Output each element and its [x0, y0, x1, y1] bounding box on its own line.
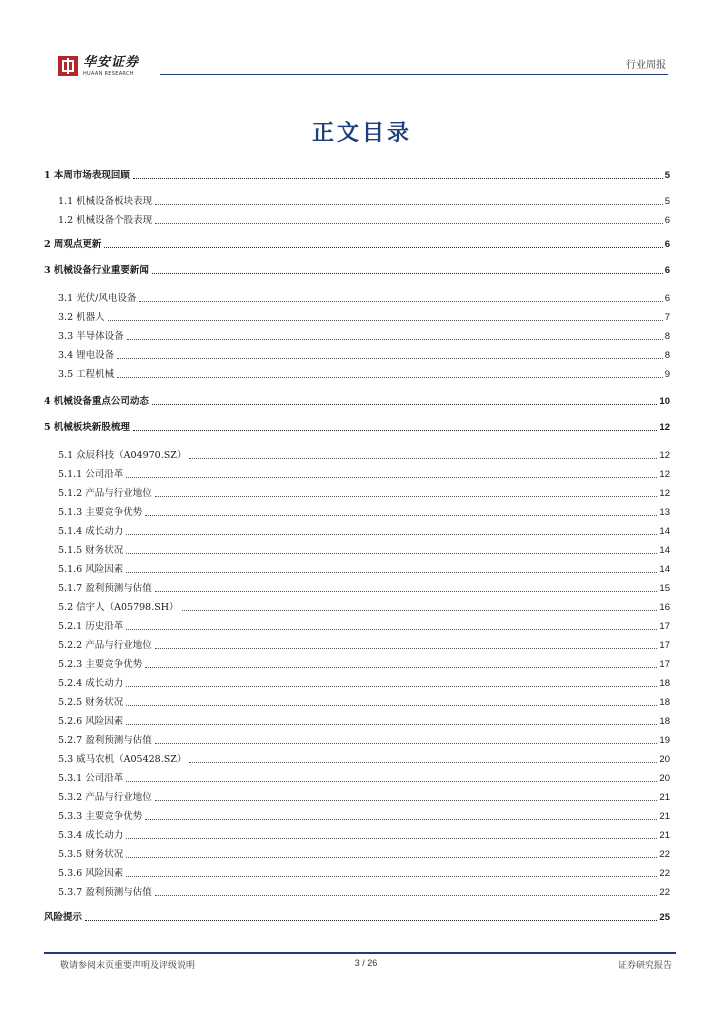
toc-entry-page: 17	[659, 640, 670, 651]
toc-entry-label: 1.1 机械设备板块表现	[58, 196, 153, 207]
toc-entry-page: 17	[659, 659, 670, 670]
toc-leader-dots	[155, 591, 658, 592]
toc-entry[interactable]	[58, 482, 670, 500]
toc-entry-label: 5.2.2 产品与行业地位	[58, 640, 152, 651]
toc-entry-page: 12	[659, 422, 670, 433]
toc-entry[interactable]	[58, 748, 670, 766]
toc-entry-page: 25	[659, 912, 670, 923]
toc-entry-page: 18	[659, 716, 670, 727]
toc-leader-dots	[145, 667, 657, 668]
toc-entry-page: 7	[664, 312, 670, 323]
toc-entry-page: 5	[664, 196, 670, 207]
toc-entry-page: 12	[659, 450, 670, 461]
toc-entry-page: 14	[659, 526, 670, 537]
toc-entry[interactable]	[58, 363, 670, 381]
toc-entry[interactable]	[58, 558, 670, 576]
toc-leader-dots	[155, 223, 663, 224]
toc-entry-page: 10	[659, 396, 670, 407]
toc-entry-label: 5.3.6 风险因素	[58, 868, 124, 879]
toc-entry-page: 19	[659, 735, 670, 746]
toc-entry-page: 14	[659, 545, 670, 556]
footer-disclaimer: 敬请参阅末页重要声明及评级说明	[60, 961, 196, 971]
footer-report-label: 证券研究报告	[617, 961, 672, 971]
toc-entry-label: 5.3.2 产品与行业地位	[58, 792, 152, 803]
toc-leader-dots	[155, 743, 658, 744]
toc-entry-label: 5.3.1 公司沿革	[58, 773, 124, 784]
toc-entry-label: 5.3.5 财务状况	[58, 849, 124, 860]
page-header	[0, 0, 724, 90]
toc-leader-dots	[126, 781, 657, 782]
toc-entry[interactable]	[44, 259, 670, 277]
toc-entry-page: 15	[659, 583, 670, 594]
page-title: 正文目录	[311, 120, 412, 146]
toc-leader-dots	[145, 819, 657, 820]
toc-entry-label: 5 机械板块新股梳理	[44, 422, 130, 433]
company-logo	[58, 56, 139, 77]
report-type-label: 行业周报	[626, 60, 666, 71]
toc-leader-dots	[117, 358, 663, 359]
header-divider	[160, 74, 668, 75]
toc-entry-page: 21	[659, 830, 670, 841]
toc-entry[interactable]	[58, 209, 670, 227]
toc-entry-page: 22	[659, 868, 670, 879]
toc-entry-label: 5.1.6 风险因素	[58, 564, 124, 575]
toc-entry[interactable]	[44, 390, 670, 408]
toc-entry[interactable]	[58, 463, 670, 481]
logo-chinese-name: 华安证券	[83, 55, 140, 70]
toc-entry-label: 风险提示	[44, 912, 83, 923]
toc-entry[interactable]	[58, 344, 670, 362]
toc-entry-page: 12	[659, 469, 670, 480]
toc-entry-page: 6	[664, 239, 670, 250]
toc-entry-label: 5.2.4 成长动力	[58, 678, 124, 689]
toc-leader-dots	[155, 648, 658, 649]
toc-leader-dots	[155, 895, 658, 896]
toc-leader-dots	[108, 320, 663, 321]
toc-entry-label: 4 机械设备重点公司动态	[44, 396, 149, 407]
toc-entry[interactable]	[44, 233, 670, 251]
toc-entry[interactable]	[58, 520, 670, 538]
toc-entry-label: 3.3 半导体设备	[58, 331, 124, 342]
toc-entry[interactable]	[58, 539, 670, 557]
toc-entry-label: 5.3 威马农机（A05428.SZ）	[58, 754, 187, 765]
toc-leader-dots	[152, 273, 663, 274]
toc-entry-label: 5.1.3 主要竞争优势	[58, 507, 143, 518]
toc-leader-dots	[126, 876, 657, 877]
toc-entry-page: 21	[659, 792, 670, 803]
toc-leader-dots	[126, 553, 657, 554]
toc-entry-label: 3.1 光伏/风电设备	[58, 293, 137, 304]
toc-entry[interactable]	[58, 710, 670, 728]
toc-entry-label: 5.1 众辰科技（A04970.SZ）	[58, 450, 187, 461]
toc-entry[interactable]	[58, 691, 670, 709]
logo-icon	[58, 56, 78, 76]
toc-leader-dots	[189, 762, 657, 763]
toc-entry-label: 5.2.3 主要竞争优势	[58, 659, 143, 670]
toc-entry-page: 6	[664, 215, 670, 226]
toc-entry-page: 16	[659, 602, 670, 613]
toc-entry-page: 20	[659, 754, 670, 765]
toc-leader-dots	[127, 339, 663, 340]
toc-entry-label: 5.3.7 盈利预测与估值	[58, 887, 152, 898]
toc-entry-page: 13	[659, 507, 670, 518]
toc-entry-label: 5.2.1 历史沿革	[58, 621, 124, 632]
toc-entry-page: 20	[659, 773, 670, 784]
toc-entry-page: 9	[664, 369, 670, 380]
toc-entry-page: 5	[664, 170, 670, 181]
toc-entry-label: 5.2.5 财务状况	[58, 697, 124, 708]
toc-entry-label: 1.2 机械设备个股表现	[58, 215, 153, 226]
toc-entry[interactable]	[58, 325, 670, 343]
toc-leader-dots	[117, 377, 663, 378]
toc-entry-page: 22	[659, 849, 670, 860]
toc-entry[interactable]	[58, 881, 670, 899]
toc-entry-label: 1 本周市场表现回顾	[44, 170, 130, 181]
toc-leader-dots	[126, 686, 657, 687]
toc-leader-dots	[189, 458, 657, 459]
toc-entry-label: 5.3.3 主要竞争优势	[58, 811, 143, 822]
toc-entry[interactable]	[58, 577, 670, 595]
toc-leader-dots	[126, 724, 657, 725]
toc-entry-page: 12	[659, 488, 670, 499]
toc-leader-dots	[126, 705, 657, 706]
toc-entry-label: 5.1.5 财务状况	[58, 545, 124, 556]
toc-entry[interactable]	[44, 906, 670, 924]
toc-entry-page: 18	[659, 697, 670, 708]
footer-divider	[44, 952, 676, 954]
toc-entry-page: 21	[659, 811, 670, 822]
toc-leader-dots	[126, 534, 657, 535]
toc-entry[interactable]	[58, 767, 670, 785]
toc-entry-page: 18	[659, 678, 670, 689]
toc-entry-page: 8	[664, 331, 670, 342]
toc-entry[interactable]	[44, 416, 670, 434]
toc-entry-label: 2 周观点更新	[44, 239, 102, 250]
toc-entry[interactable]	[58, 287, 670, 305]
toc-entry-label: 5.1.4 成长动力	[58, 526, 124, 537]
toc-entry[interactable]	[58, 596, 670, 614]
toc-entry[interactable]	[58, 824, 670, 842]
toc-entry-page: 6	[664, 265, 670, 276]
toc-entry-page: 14	[659, 564, 670, 575]
toc-leader-dots	[126, 572, 657, 573]
toc-entry-label: 5.1.7 盈利预测与估值	[58, 583, 152, 594]
toc-entry-label: 3.5 工程机械	[58, 369, 115, 380]
toc-entry-label: 5.1.2 产品与行业地位	[58, 488, 152, 499]
toc-entry-page: 8	[664, 350, 670, 361]
logo-english-name: HUAAN RESEARCH	[83, 71, 134, 77]
toc-entry[interactable]	[58, 615, 670, 633]
toc-entry[interactable]	[58, 306, 670, 324]
page-number: 3 / 26	[354, 958, 378, 968]
toc-entry-label: 5.2.7 盈利预测与估值	[58, 735, 152, 746]
toc-entry-page: 22	[659, 887, 670, 898]
toc-entry[interactable]	[44, 164, 670, 182]
toc-leader-dots	[145, 515, 657, 516]
toc-entry-page: 17	[659, 621, 670, 632]
toc-entry-label: 3 机械设备行业重要新闻	[44, 265, 149, 276]
toc-leader-dots	[126, 629, 657, 630]
toc-leader-dots	[133, 430, 658, 431]
toc-entry[interactable]	[58, 634, 670, 652]
toc-leader-dots	[85, 920, 657, 921]
toc-leader-dots	[182, 610, 658, 611]
toc-entry[interactable]	[58, 843, 670, 861]
toc-leader-dots	[104, 247, 662, 248]
toc-entry-label: 5.3.4 成长动力	[58, 830, 124, 841]
toc-leader-dots	[126, 857, 657, 858]
toc-leader-dots	[126, 477, 657, 478]
toc-entry[interactable]	[58, 672, 670, 690]
toc-entry[interactable]	[58, 729, 670, 747]
toc-entry-page: 6	[664, 293, 670, 304]
toc-entry[interactable]	[58, 444, 670, 462]
toc-leader-dots	[126, 838, 657, 839]
toc-entry-label: 5.2.6 风险因素	[58, 716, 124, 727]
toc-entry[interactable]	[58, 501, 670, 519]
toc-entry-label: 5.2 信宇人（A05798.SH）	[58, 602, 179, 613]
toc-entry[interactable]	[58, 190, 670, 208]
toc-entry-label: 3.2 机器人	[58, 312, 105, 323]
toc-entry[interactable]	[58, 786, 670, 804]
toc-leader-dots	[152, 404, 658, 405]
toc-leader-dots	[133, 178, 663, 179]
toc-leader-dots	[155, 800, 658, 801]
toc-leader-dots	[139, 301, 662, 302]
toc-entry-label: 3.4 锂电设备	[58, 350, 115, 361]
toc-entry[interactable]	[58, 805, 670, 823]
toc-leader-dots	[155, 496, 658, 497]
toc-entry[interactable]	[58, 862, 670, 880]
toc-entry-label: 5.1.1 公司沿革	[58, 469, 124, 480]
toc-entry[interactable]	[58, 653, 670, 671]
toc-leader-dots	[155, 204, 663, 205]
